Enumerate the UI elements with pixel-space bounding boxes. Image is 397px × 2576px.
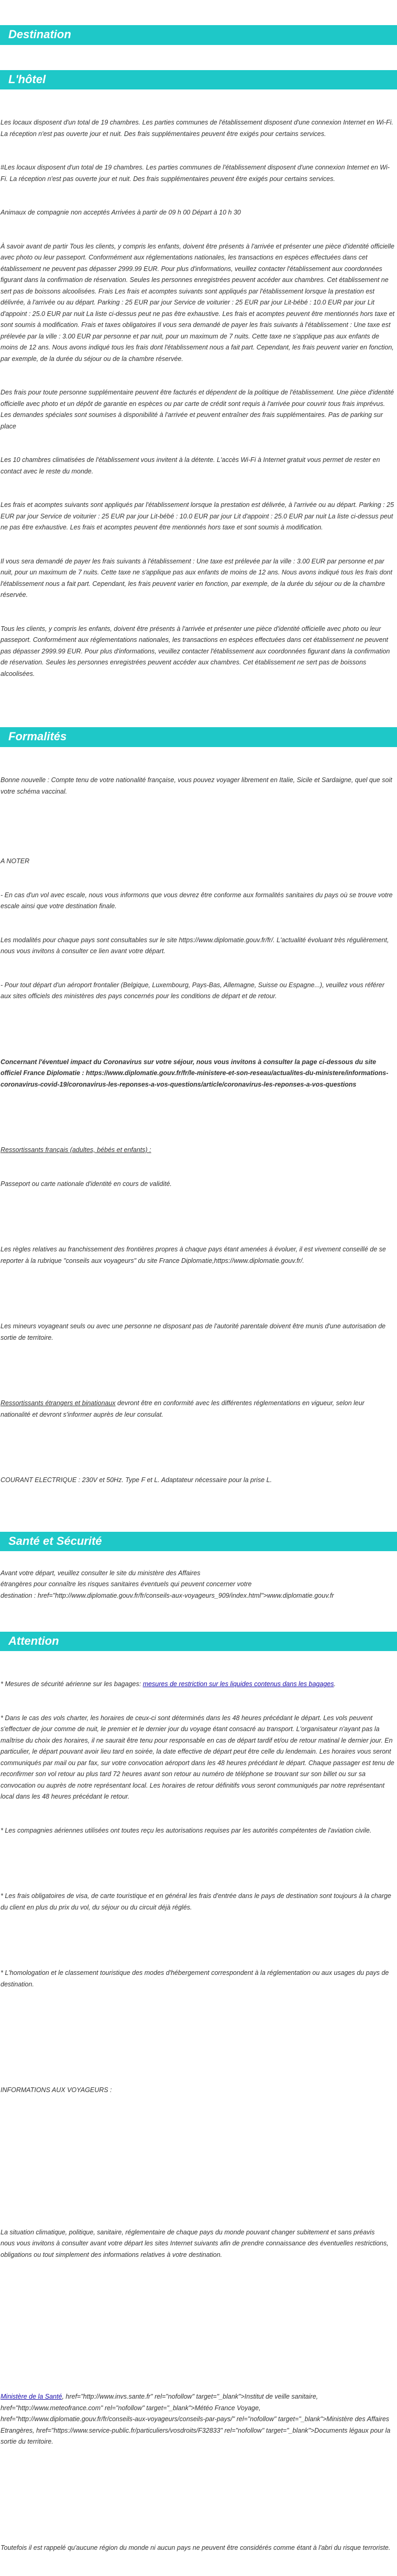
hotel-paragraph: #Les locaux disposent d'un total de 19 chambres. Les parties communes de l'établissement disposent d'une connexion Internet en Wi-Fi. La réception n'est pas ouverte jour et nuit. Des frais supplémentaires peuvent être exigés pour certains services. <box>1 164 390 183</box>
border-rules: Les règles relatives au franchissement des frontières propres à chaque pays étant amenées à évoluer, il est vivement conseillé de se reporter à la rubrique "conseils aux voyageurs" du site France Diplomatie,https://www.diplomatie.gouv.fr/. <box>1 1246 388 1264</box>
hotel-paragraph: À savoir avant de partir Tous les clients, y compris les enfants, doivent être présents à l'arrivée et présenter une pièce d'identité officielle avec photo ou leur passeport. Conformément aux réglementations nationales, les transactions en espèces effectuées dans cet établissement ne peuvent pas dépasser 2999.99 EUR. Pour plus d'informations, veuillez contacter l'établissement aux coordonnées figurant dans la confirmation de réservation. Seules les personnes enregistrées peuvent accéder aux chambres. Cet établissement ne sert pas de boissons alcoolisées. Frais Les frais et acomptes suivants sont appliqués par l'établissement lorsque la prestation est délivrée, à l'arrivée ou au départ. Parking : 25 EUR par jour Service de voiturier : 25 EUR par jour Lit-bébé : 10.0 EUR par jour Lit d'appoint : 25.0 EUR par nuit La liste ci-dessus peut ne pas être exhaustive. Les frais et acomptes peuvent être mentionnés hors taxe et sont soumis à modification. Frais et taxes obligatoires Il vous sera demandé de payer les frais suivants à l'établissement : Une taxe est prélevée par la ville : 3.00 EUR par personne et par nuit, pour un maximum de 7 nuits. Cette taxe ne s'applique pas aux enfants de moins de 12 ans. Nous avons indiqué tous les frais dont l'établissement nous a fait part. Cependant, les frais peuvent varier en fonction, par exemple, de la durée du séjour ou de la chambre réservée. <box>1 242 396 363</box>
compagnies-notice: * Les compagnies aériennes utilisées ont toutes reçu les autorisations requises par les autorités compétentes de l'aviation civile. <box>1 1826 372 1834</box>
section-title-hotel: L'hôtel <box>0 70 397 90</box>
sante-content <box>0 1556 397 1613</box>
hotel-paragraph: Animaux de compagnie non acceptés Arrivées à partir de 09 h 00 Départ à 10 h 30 <box>1 209 241 217</box>
frais-notice: * Les frais obligatoires de visa, de carte touristique et en général les frais d'entrée dans le pays de destination sont toujours à la charge du client en plus du prix du vol, du séjour ou du circuit déjà réglés. <box>1 1892 393 1911</box>
residents-fr-label: Ressortissants français (adultes, bébés et enfants) : <box>1 1146 151 1154</box>
attention-content <box>0 1656 397 2576</box>
bagage-suffix: . <box>334 1680 336 1688</box>
note-title: A NOTER <box>1 857 30 865</box>
section-title-destination: Destination <box>0 25 397 45</box>
note-line: - En cas d'un vol avec escale, nous vous informons que vous devrez être conforme aux formalités sanitaires du pays où se trouve votre escale ainsi que votre destination finale. <box>1 891 395 910</box>
hotel-description <box>0 95 397 702</box>
terrorisme-notice: Toutefois il est rappelé qu'aucune région du monde ni aucun pays ne peuvent être considérés comme étant à l'abri du risque terroriste. <box>1 2544 391 2551</box>
sante-ministry-link[interactable]: Ministère de la Santé <box>1 2393 62 2401</box>
covid-notice: Concernant l'éventuel impact du Coronavirus sur votre séjour, nous vous invitons à consulter la page ci-dessous du site officiel France Diplomatie : https://www.diplomatie.gouv.fr/fr/le-ministere-et-son-reseau/actualites-du-ministere/informations-coronavirus-covid-19/coronavirus-les-reponses-a-vos-questions/article/coronavirus-les-reponses-a-vos-questions <box>1 1058 389 1088</box>
hotel-paragraph: Des frais pour toute personne supplémentaire peuvent être facturés et dépendent de la politique de l'établissement. Une pièce d'identité officielle avec photo et un dépôt de garantie en espèces ou par carte de crédit sont requis à l'arrivée pour couvrir tous frais imprévus. Les demandes spéciales sont soumises à disponibilité à l'arrivée et peuvent entraîner des frais supplémentaires. Pas de parking sur place <box>1 389 396 430</box>
bagage-prefix: * Mesures de sécurité aérienne sur les bagages: <box>1 1680 143 1688</box>
links-text: , href="http://www.invs.sante.fr" rel="nofollow" target="_blank">Institut de veille sanitaire, href="http://www.meteofrance.com" rel="nofollow" target="_blank">Météo France Voyage, href="http://www.diplomatie.gouv.fr/fr/conseils-aux-voyageurs/conseils-par-pays/" rel="nofollow" target="_blank">Ministère des Affaires Etrangères, href="https://www.service-public.fr/particuliers/vosdroits/F32833" rel="nofollow" target="_blank">Documents légaux pour la sortie du territoire. <box>1 2393 392 2446</box>
bagage-restrictions-link[interactable]: mesures de restriction sur les liquides contenus dans les bagages <box>142 1680 334 1688</box>
note-line: Les modalités pour chaque pays sont consultables sur le site https://www.diplomatie.gouv.fr/fr/. L'actualité évoluant très régulièrement, nous vous invitons à consulter ce lien avant votre départ. <box>1 936 391 955</box>
sante-text: Avant votre départ, veuillez consulter le site du ministère des Affaires étrangères pour connaître les risques sanitaires éventuels qui peuvent concerner votre destination : href="http://www.diplomatie.gouv.fr/fr/conseils-aux-voyageurs_909/index.html">www.diplomatie.gouv.fr <box>1 1569 334 1599</box>
note-line: - Pour tout départ d'un aéroport frontalier (Belgique, Luxembourg, Pays-Bas, Allemagne, Suisse ou Espagne...), veuillez vous référer aux sites officiels des ministères des pays concernés pour les conditions de départ et de retour. <box>1 981 387 1000</box>
horaires-notice: * Dans le cas des vols charter, les horaires de ceux-ci sont déterminés dans les 48 heures précédant le départ. Les vols peuvent s'effectuer de jour comme de nuit, le premier et le dernier jour du voyage étant consacré au transport. L'organisateur n'ayant pas la maîtrise du choix des horaires, il ne saurait être tenu pour responsable en cas de départ tardif et/ou de retour matinal le dernier jour. En particulier, le départ pouvant avoir lieu tard en soirée, la date effective de départ peut être celle du lendemain. Les horaires vous seront communiqués par mail ou par fax, sur votre convocation aéroport dans les 48 heures précédant le départ. Chaque passager est tenu de reconfirmer son vol retour au plus tard 72 heures avant son retour au numéro de téléphone se trouvant sur son billet ou sur sa convocation ou auprès de notre représentant local. Les horaires de retour définitifs vous seront communiqués par notre représentant local dans les 48 heures précédant le retour. <box>1 1714 396 1801</box>
formalites-content <box>0 752 397 1509</box>
info-voyageurs-title: INFORMATIONS AUX VOYAGEURS : <box>1 2086 112 2094</box>
bagage-notice <box>1 1679 395 1690</box>
homologation-notice: * L'homologation et le classement touristique des modes d'hébergement correspondent à la réglementation ou aux usages du pays de destination. <box>1 1969 391 1988</box>
hotel-paragraph: Les locaux disposent d'un total de 19 chambres. Les parties communes de l'établissement disposent d'une connexion Internet en Wi-Fi. La réception n'est pas ouverte jour et nuit. Des frais supplémentaires peuvent être exigés pour certains services. <box>1 119 395 138</box>
section-title-formalites: Formalités <box>0 727 397 747</box>
links-paragraph <box>1 2391 395 2448</box>
formalites-intro: Bonne nouvelle : Compte tenu de votre nationalité française, vous pouvez voyager librement en Italie, Sicile et Sardaigne, quel que soit votre schéma vaccinal. <box>1 776 394 795</box>
electric-info: COURANT ELECTRIQUE : 230V et 50Hz. Type F et L. Adaptateur nécessaire pour la prise L. <box>1 1476 272 1484</box>
section-title-attention: Attention <box>0 1632 397 1652</box>
situation-notice: La situation climatique, politique, sanitaire, réglementaire de chaque pays du monde pouvant changer subitement et sans préavis nous vous invitons à consulter avant votre départ les sites Internet suivants afin de prendre connaissance des éventuelles restrictions, obligations ou tout simplement des informations relatives à votre destination. <box>1 2228 389 2258</box>
foreign-residents-label: Ressortissants étrangers et binationaux <box>1 1399 116 1407</box>
hotel-paragraph: Tous les clients, y compris les enfants, doivent être présents à l'arrivée et présenter une pièce d'identité officielle avec photo ou leur passeport. Conformément aux réglementations nationales, les transactions en espèces effectuées dans cet établissement ne peuvent pas dépasser 2999.99 EUR. Pour plus d'informations, veuillez contacter l'établissement aux coordonnées figurant dans la confirmation de réservation. Seules les personnes enregistrées peuvent accéder aux chambres. Cet établissement ne sert pas de boissons alcoolisées. <box>1 625 392 677</box>
hotel-paragraph: Les 10 chambres climatisées de l'établissement vous invitent à la détente. L'accès Wi-Fi à Internet gratuit vous permet de rester en contact avec le reste du monde. <box>1 456 382 475</box>
minors-notice: Les mineurs voyageant seuls ou avec une personne ne disposant pas de l'autorité parentale doivent être munis d'une autorisation de sortie de territoire. <box>1 1323 388 1341</box>
hotel-paragraph: Il vous sera demandé de payer les frais suivants à l'établissement : Une taxe est prélevée par la ville : 3.00 EUR par personne et par nuit, pour un maximum de 7 nuits. Cette taxe ne s'applique pas aux enfants de moins de 12 ans. Nous avons indiqué tous les frais dont l'établissement nous a fait part. Cependant, les frais peuvent varier en fonction, par exemple, de la durée du séjour ou de la chambre réservée. <box>1 557 394 599</box>
residents-fr-text: Passeport ou carte nationale d'identité en cours de validité. <box>1 1180 172 1188</box>
hotel-paragraph: Les frais et acomptes suivants sont appliqués par l'établissement lorsque la prestation est délivrée, à l'arrivée ou au départ. Parking : 25 EUR par jour Service de voiturier : 25 EUR par jour Lit-bébé : 10.0 EUR par jour Lit d'appoint : 25.0 EUR par nuit La liste ci-dessus peut ne pas être exhaustive. Les frais et acomptes peuvent être mentionnés hors taxe et sont soumis à modification. <box>1 501 396 532</box>
foreign-residents <box>1 1398 395 1420</box>
section-title-sante: Santé et Sécurité <box>0 1532 397 1552</box>
foreign-residents-text: devront être en conformité avec les différentes réglementations en vigueur, selon leur nationalité et devront s'informer auprès de leur consulat. <box>1 1399 367 1418</box>
